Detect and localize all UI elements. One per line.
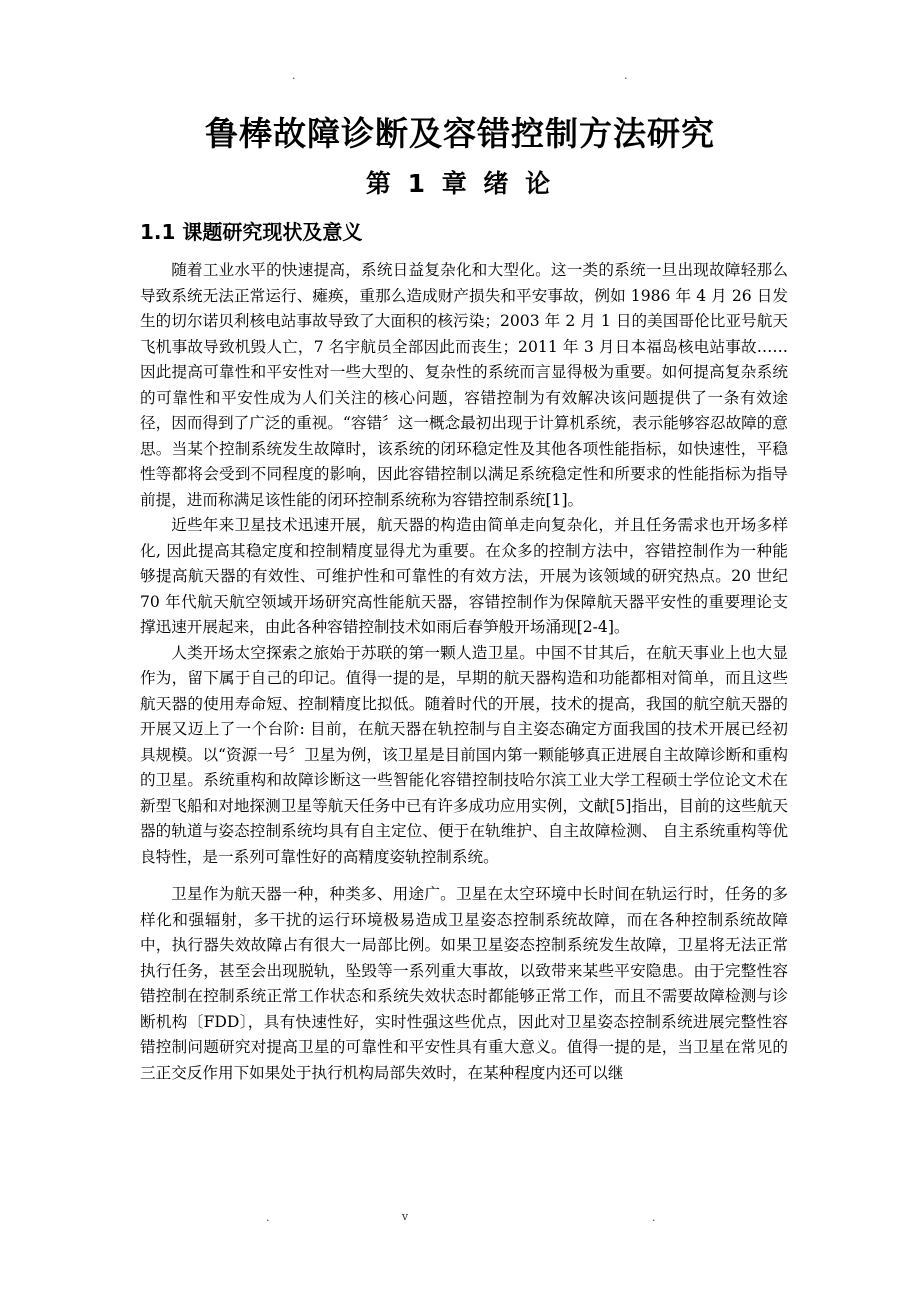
header-mark-left: .: [292, 69, 296, 82]
paragraph: 随着工业水平的快速提高，系统日益复杂化和大型化。这一类的系统一旦出现故障轻那么导致系统无法正常运行、瘫痪，重那么造成财产损失和平安事故，例如 1986 年 4 月 26 日发生的切尔诺贝利核电站事故导致了大面积的核污染；2003 年 2 月 1 日的美国哥伦比亚号航天飞机事故导致机毁人亡，7 名宇航员全部因此而丧生；2011 年 3 月日本福岛核电站事故……因此提高可靠性和平安性对一些大型的、复杂性的系统而言显得极为重要。如何提高复杂系统的可靠性和平安性成为人们关注的核心问题，容错控制为有效解决该问题提供了一条有效途径，因而得到了广泛的重视。“容错〞这一概念最初出现于计算机系统，表示能够容忍故障的意思。当某个控制系统发生故障时，该系统的闭环稳定性及其他各项性能指标，如快速性，平稳性等都将会受到不同程度的影响，因此容错控制以满足系统稳定性和所要求的性能指标为指导前提，进而称满足该性能的闭环控制系统称为容错控制系统[1]。: [140, 261, 788, 509]
paragraph: 卫星作为航天器一种，种类多、用途广。卫星在太空环境中长时间在轨运行时，任务的多样化和强辐射，多干扰的运行环境极易造成卫星姿态控制系统故障，而在各种控制系统故障中，执行器失效故障占有很大一局部比例。如果卫星姿态控制系统发生故障，卫星将无法正常执行任务，甚至会出现脱轨，坠毁等一系列重大事故，以致带来某些平安隐患。由于完整性容错控制在控制系统正常工作状态和系统失效状态时都能够正常工作，而且不需要故障检测与诊断机构〔FDD〕，具有快速性好，实时性强这些优点，因此对卫星姿态控制系统进展完整性容错控制问题研究对提高卫星的可靠性和平安性具有重大意义。值得一提的是，当卫星在常见的三正交反作用下如果处于执行机构局部失效时，在某种程度内还可以继: [140, 885, 788, 1082]
footer-mark-right: .: [652, 1211, 656, 1224]
chapter-heading: 第 1 章 绪 论: [365, 169, 555, 198]
paragraph: 人类开场太空探索之旅始于苏联的第一颗人造卫星。中国不甘其后，在航天事业上也大显作为，留下属于自己的印记。值得一提的是，早期的航天器构造和功能都相对简单，而且这些航天器的使用寿命短、控制精度比拟低。随着时代的开展，技术的提高，我国的航空航天器的开展又迈上了一个台阶: 目前，在航天器在轨控制与自主姿态确定方面我国的技术开展已经初具规模。以“资源一号〞卫星为例，该卫星是目前国内第一颗能够真正进展自主故障诊断和重构的卫星。系统重构和故障诊断这一些智能化容错控制技哈尔滨工业大学工程硕士学位论文术在新型飞船和对地探测卫星等航天任务中已有许多成功应用实例，文献[5]指出，目前的这些航天器的轨道与姿态控制系统均具有自主定位、便于在轨维护、自主故障检测、 自主系统重构等优良特性，是一系列可靠性好的高精度姿轨控制系统。: [140, 643, 788, 866]
document-title: 鲁棒故障诊断及容错控制方法研究: [205, 114, 715, 153]
body-text: [140, 258, 788, 1086]
section-heading: 1.1 课题研究现状及意义: [140, 220, 363, 244]
page-number: v: [401, 1210, 409, 1223]
header-mark-right: .: [624, 69, 628, 82]
paragraph: 近些年来卫星技术迅速开展，航天器的构造由简单走向复杂化，并且任务需求也开场多样化, 因此提高其稳定度和控制精度显得尤为重要。在众多的控制方法中，容错控制作为一种能够提高航天器的有效性、可维护性和可靠性的有效方法，开展为该领域的研究热点。20 世纪 70 年代航天航空领域开场研究高性能航天器，容错控制作为保障航天器平安性的重要理论支撑迅速开展起来，由此各种容错控制技术如雨后春笋般开场涌现[2-4]。: [140, 516, 788, 636]
footer-mark-left: .: [266, 1211, 270, 1224]
